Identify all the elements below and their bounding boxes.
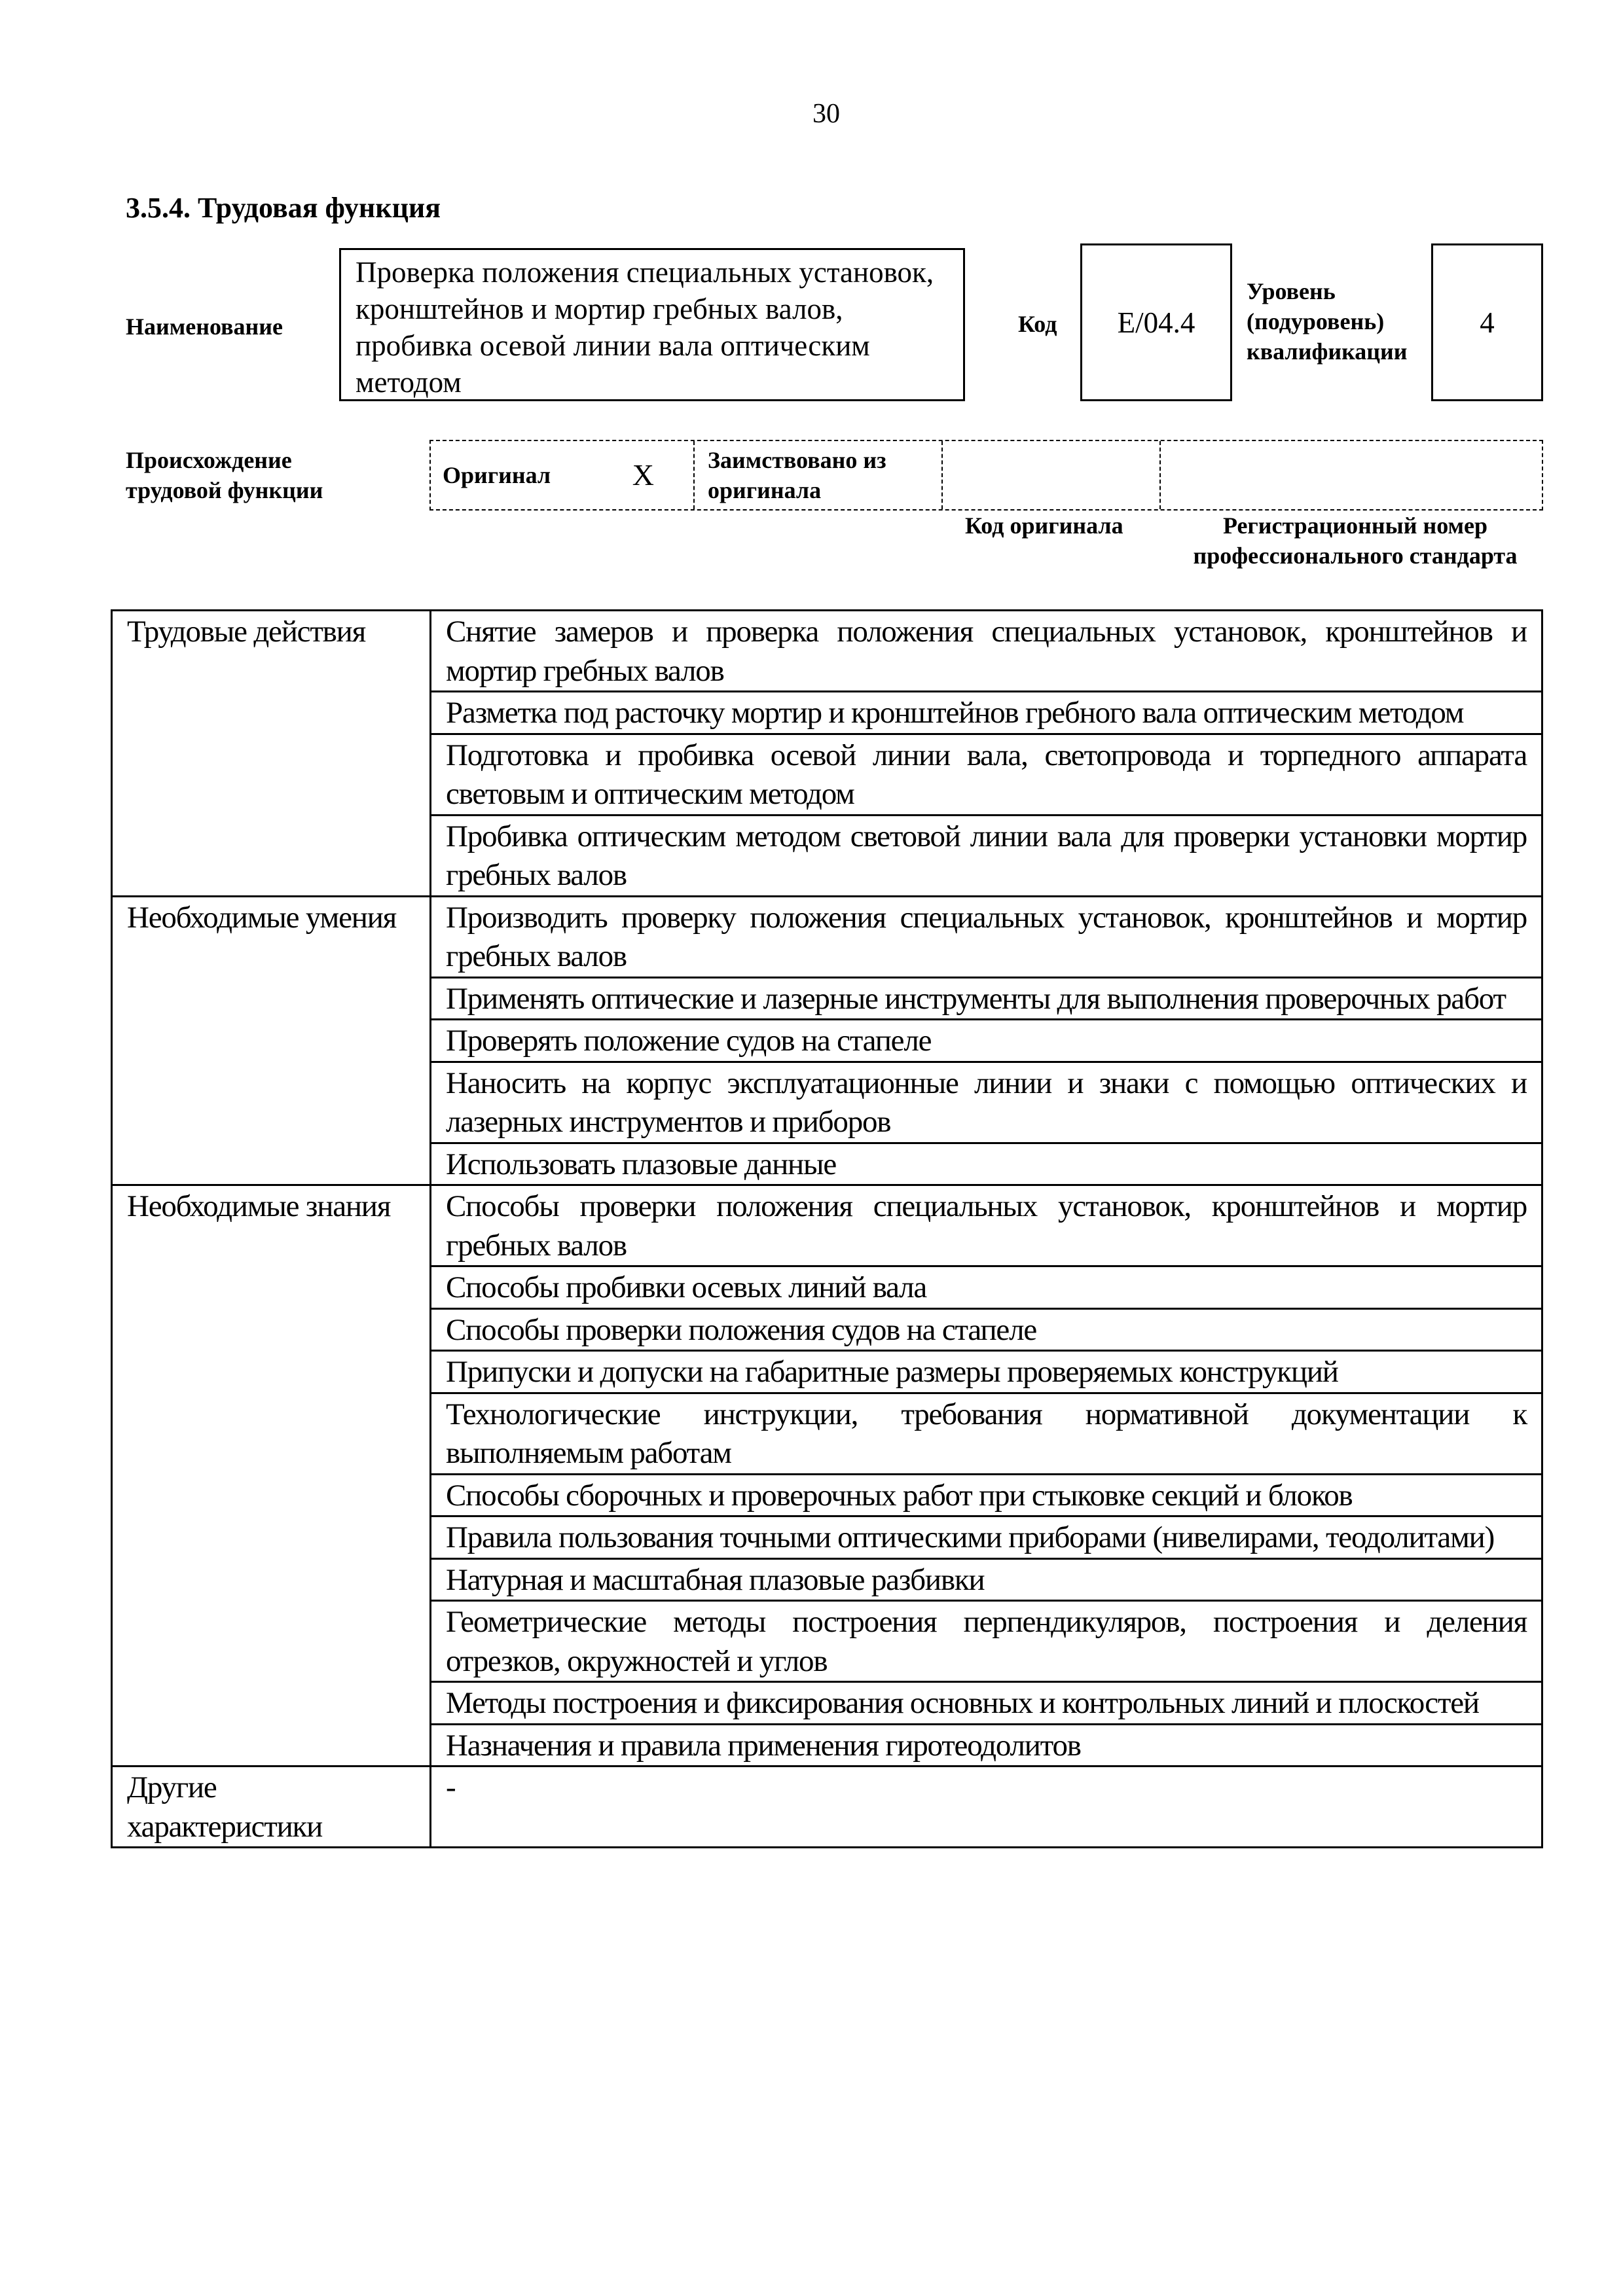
borrowed-label: Заимствовано из оригинала [695, 441, 943, 509]
section-item: Способы проверки положения судов на стапеле [431, 1308, 1542, 1351]
section-title: Необходимые умения [112, 896, 431, 1185]
section-item: Разметка под расточку мортир и кронштейнов гребного вала оптическим методом [431, 692, 1542, 734]
section-item: Пробивка оптическим методом световой линии вала для проверки установки мортир гребных валов [431, 815, 1542, 896]
table-row [112, 896, 1542, 977]
section-item: Правила пользования точными оптическими приборами (нивелирами, теодолитами) [431, 1516, 1542, 1559]
table-row [112, 611, 1542, 692]
table-row [112, 1767, 1542, 1848]
name-label: Наименование [126, 314, 283, 340]
section-item: Применять оптические и лазерные инструменты для выполнения проверочных работ [431, 977, 1542, 1020]
section-item: Использовать плазовые данные [431, 1143, 1542, 1185]
section-item: Способы сборочных и проверочных работ при стыковке секций и блоков [431, 1474, 1542, 1516]
page-number: 30 [812, 99, 840, 129]
section-item: Проверять положение судов на стапеле [431, 1020, 1542, 1062]
section-item: Подготовка и пробивка осевой линии вала, светопровода и торпедного аппарата световым и оптическим методом [431, 734, 1542, 815]
section-item: Натурная и масштабная плазовые разбивки [431, 1558, 1542, 1601]
section-item: Способы проверки положения специальных установок, кронштейнов и мортир гребных валов [431, 1185, 1542, 1266]
section-item: Наносить на корпус эксплуатационные линии и знаки с помощью оптических и лазерных инструментов и приборов [431, 1062, 1542, 1143]
name-value: Проверка положения специальных установок, кронштейнов и мортир гребных валов, пробивка осевой линии вала оптическим методом [339, 248, 965, 401]
table-row [112, 1185, 1542, 1266]
reg-number-cell [1161, 441, 1542, 509]
reg-number-caption: Регистрационный номер профессионального стандарта [1193, 512, 1518, 569]
section-item: Назначения и правила применения гиротеодолитов [431, 1724, 1542, 1767]
code-original-cell [943, 441, 1161, 509]
original-mark: X [632, 458, 654, 492]
origin-original-cell [431, 441, 695, 509]
origin-table [429, 440, 1543, 511]
original-label: Оригинал [443, 462, 551, 488]
labor-function-table [111, 609, 1543, 1848]
section-item: Технологические инструкции, требования нормативной документации к выполняемым работам [431, 1393, 1542, 1474]
section-item: Производить проверку положения специальных установок, кронштейнов и мортир гребных валов [431, 896, 1542, 977]
code-value: E/04.4 [1080, 243, 1232, 401]
origin-label: Происхождение трудовой функции [126, 447, 323, 503]
section-heading: 3.5.4. Трудовая функция [126, 192, 441, 224]
section-item: Геометрические методы построения перпендикуляров, построения и деления отрезков, окружностей и углов [431, 1601, 1542, 1682]
section-item: Способы пробивки осевых линий вала [431, 1266, 1542, 1309]
code-original-caption: Код оригинала [965, 512, 1123, 539]
section-title: Другие характеристики [112, 1767, 431, 1848]
section-item: Методы построения и фиксирования основных и контрольных линий и плоскостей [431, 1682, 1542, 1725]
level-value: 4 [1431, 243, 1543, 401]
code-label: Код [1018, 311, 1057, 337]
section-item: Припуски и допуски на габаритные размеры проверяемых конструкций [431, 1351, 1542, 1393]
level-label: Уровень (подуровень) квалификации [1247, 278, 1408, 365]
section-title: Трудовые действия [112, 611, 431, 897]
section-item: - [431, 1767, 1542, 1848]
section-title: Необходимые знания [112, 1185, 431, 1767]
section-item: Снятие замеров и проверка положения специальных установок, кронштейнов и мортир гребных валов [431, 611, 1542, 692]
